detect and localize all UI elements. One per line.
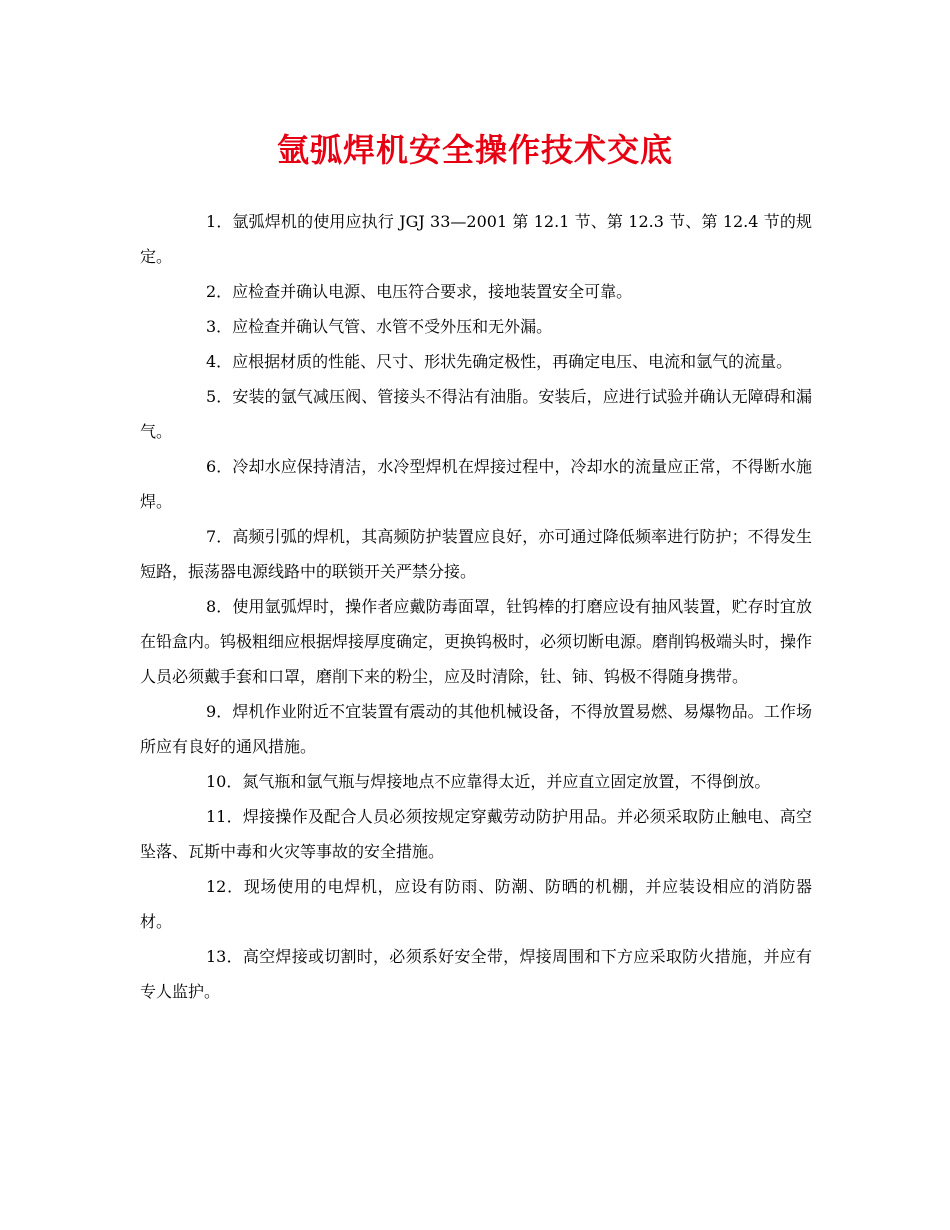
paragraph-1: 1．氩弧焊机的使用应执行 JGJ 33—2001 第 12.1 节、第 12.3 节、第 12.4 节的规定。 <box>140 212 812 266</box>
paragraph-12: 12．现场使用的电焊机，应设有防雨、防潮、防晒的机棚，并应装设相应的消防器材。 <box>140 877 812 931</box>
document-title: 氩弧焊机安全操作技术交底 <box>276 131 673 169</box>
paragraph-3: 3．应检查并确认气管、水管不受外压和无外漏。 <box>206 317 553 336</box>
paragraph-10: 10．氮气瓶和氩气瓶与焊接地点不应靠得太近，并应直立固定放置，不得倒放。 <box>206 772 771 791</box>
document-body <box>140 204 812 1009</box>
paragraph-4: 4．应根据材质的性能、尺寸、形状先确定极性，再确定电压、电流和氩气的流量。 <box>206 352 793 371</box>
paragraph-11: 11．焊接操作及配合人员必须按规定穿戴劳动防护用品。并必须采取防止触电、高空坠落、瓦斯中毒和火灾等事故的安全措施。 <box>140 807 812 861</box>
paragraph-13: 13．高空焊接或切割时，必须系好安全带，焊接周围和下方应采取防火措施，并应有专人监护。 <box>140 947 812 1001</box>
paragraph-6: 6．冷却水应保持清洁，水冷型焊机在焊接过程中，冷却水的流量应正常，不得断水施焊。 <box>140 457 812 511</box>
paragraph-8: 8．使用氩弧焊时，操作者应戴防毒面罩，钍钨棒的打磨应设有抽风装置，贮存时宜放在铅盒内。钨极粗细应根据焊接厚度确定，更换钨极时，必须切断电源。磨削钨极端头时，操作人员必须戴手套和口罩，磨削下来的粉尘，应及时清除，钍、铈、钨极不得随身携带。 <box>140 597 813 686</box>
paragraph-5: 5．安装的氩气减压阀、管接头不得沾有油脂。安装后，应进行试验并确认无障碍和漏气。 <box>140 387 812 441</box>
paragraph-2: 2．应检查并确认电源、电压符合要求，接地装置安全可靠。 <box>206 282 633 301</box>
paragraph-9: 9．焊机作业附近不宜装置有震动的其他机械设备，不得放置易燃、易爆物品。工作场所应有良好的通风措施。 <box>140 702 812 756</box>
paragraph-7: 7．高频引弧的焊机，其高频防护装置应良好，亦可通过降低频率进行防护；不得发生短路，振荡器电源线路中的联锁开关严禁分接。 <box>140 527 812 581</box>
